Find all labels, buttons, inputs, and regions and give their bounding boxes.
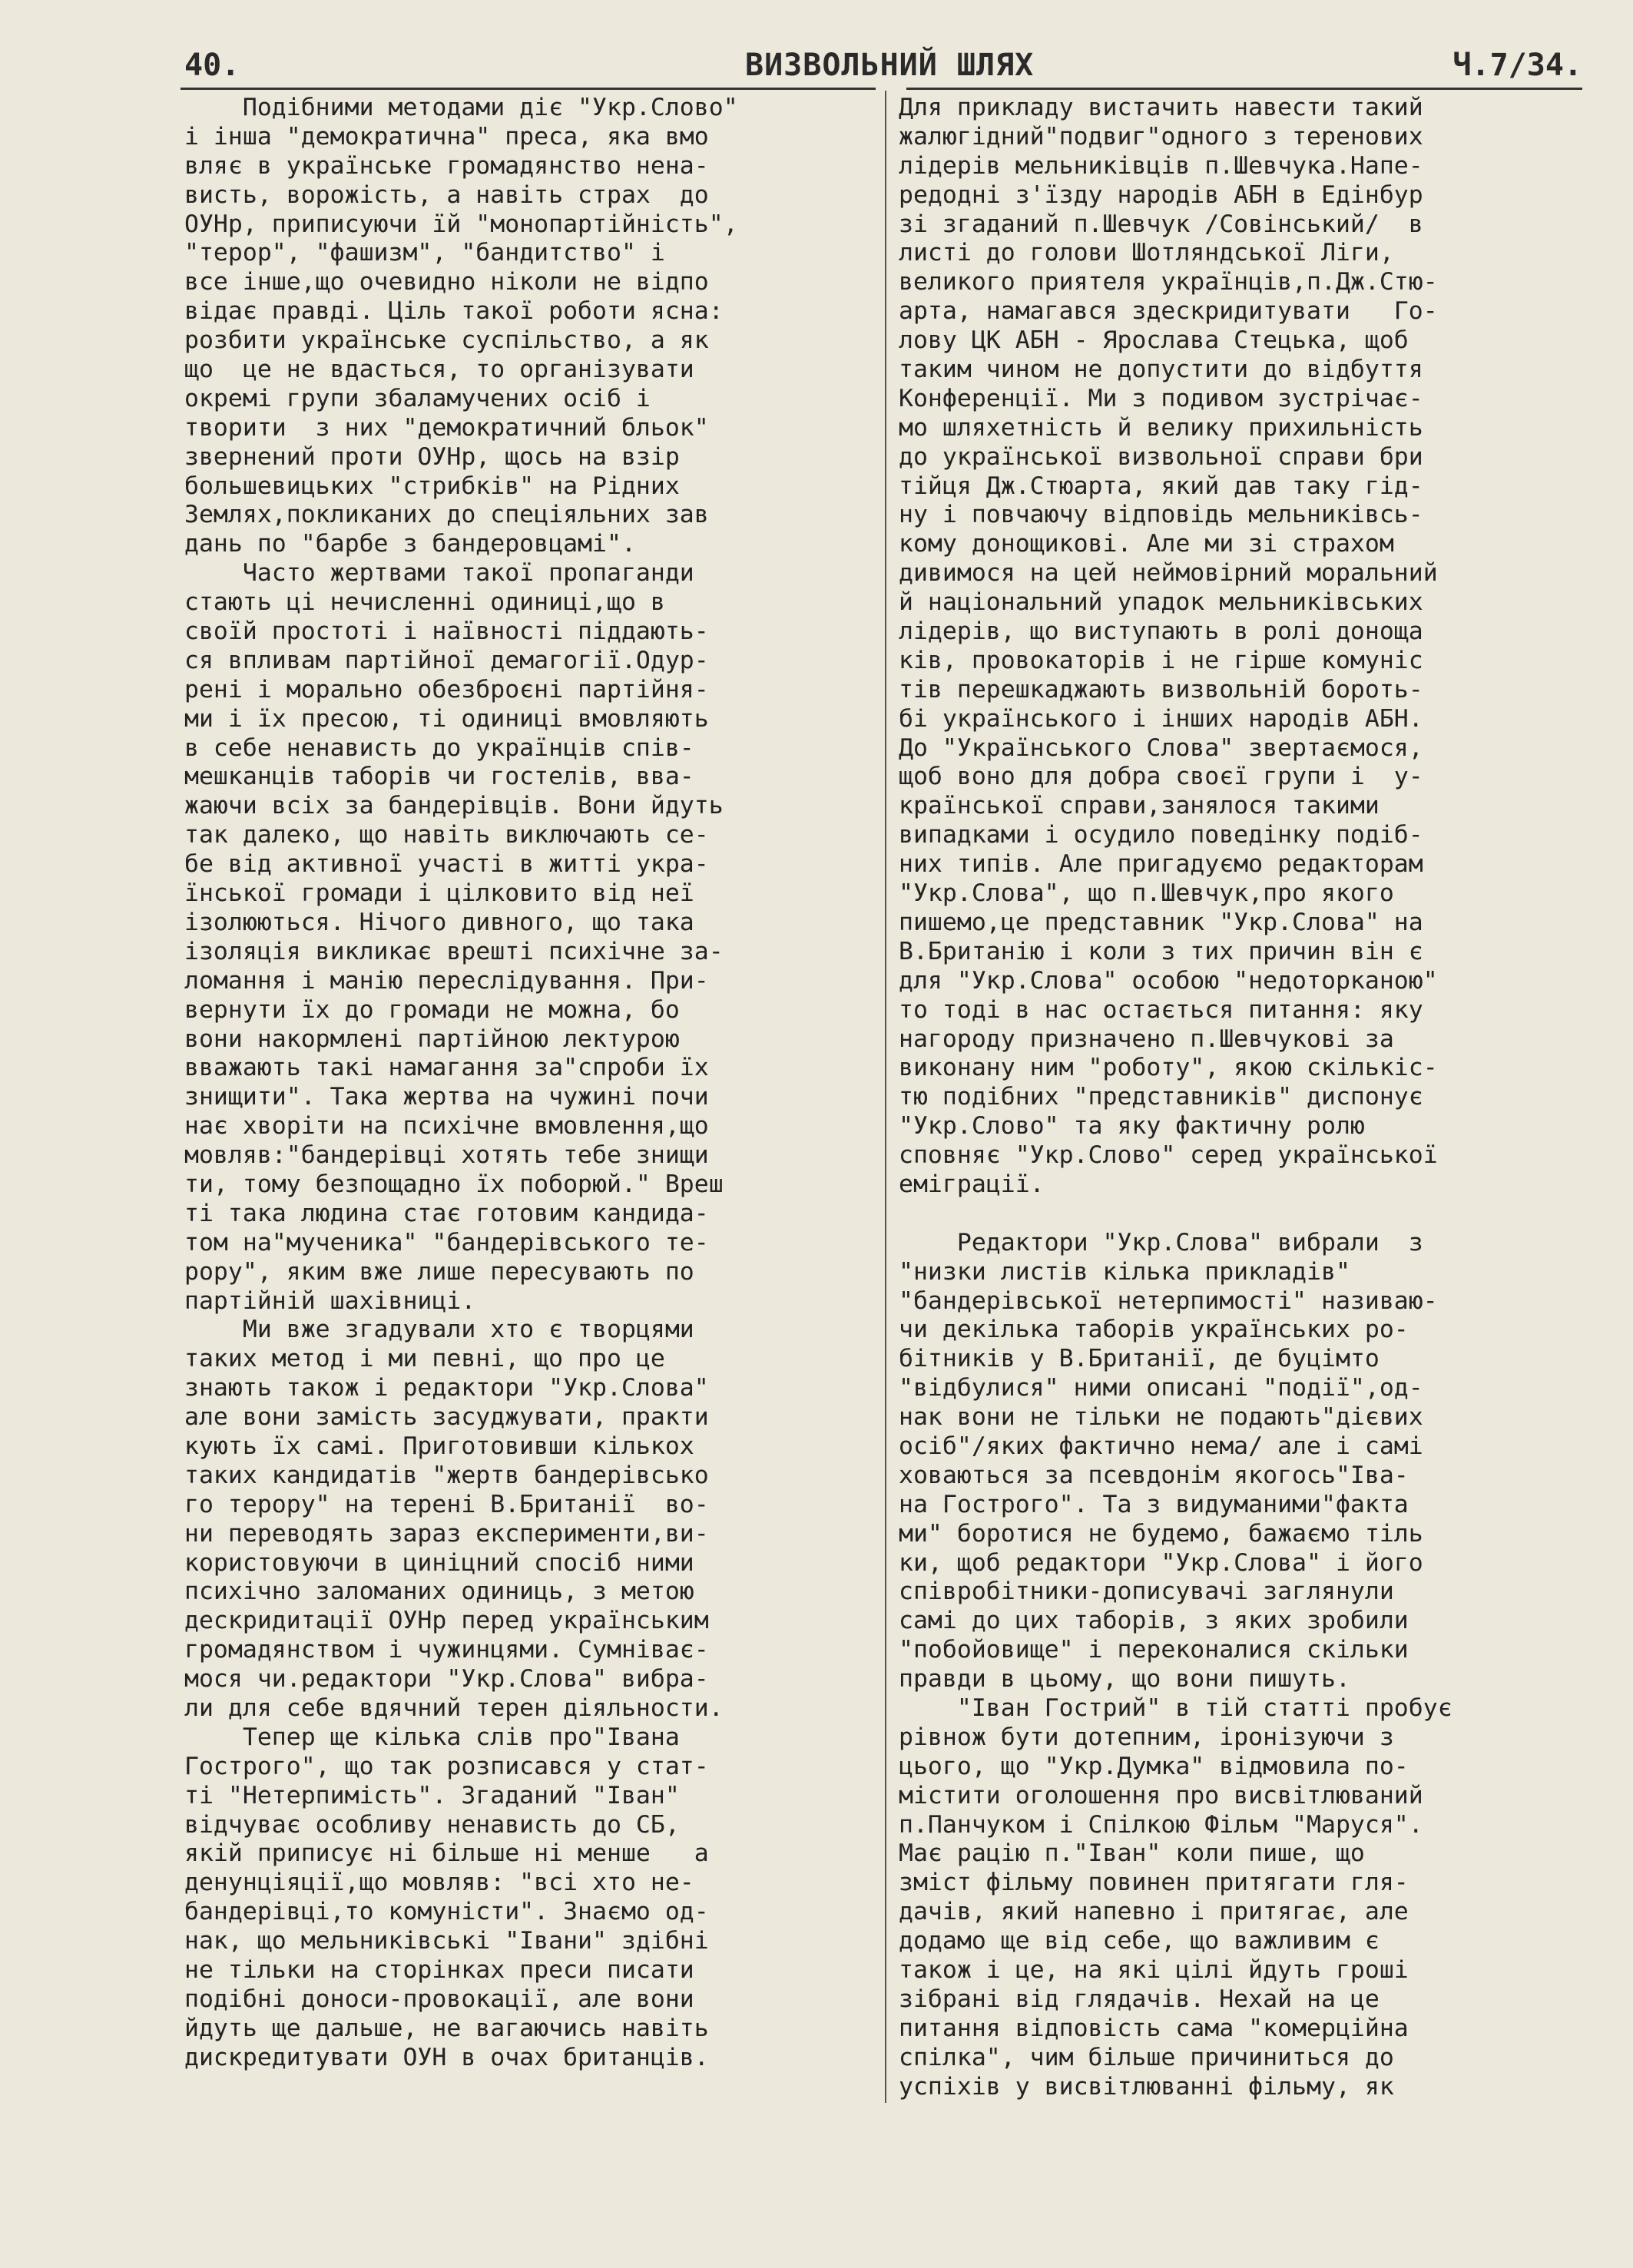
text-line: і інша "демократична" преса, яка вмо	[184, 122, 709, 151]
text-line: йдуть ще дальше, не вагаючись навіть	[184, 2014, 709, 2042]
text-line: Гострого", що так розписався у стат-	[184, 1752, 709, 1780]
text-line: так далеко, що навіть виключають се-	[184, 821, 709, 849]
text-line: висть, ворожість, а навіть страх до	[184, 180, 709, 209]
text-line: сповняє "Укр.Слово" серед української	[899, 1141, 1438, 1170]
text-line: мешканців таборів чи гостелів, вва-	[184, 763, 694, 791]
text-line: то тоді в нас остається питання: яку	[899, 995, 1423, 1024]
text-line: Конференції. Ми з подивом зустрічає-	[899, 384, 1423, 412]
text-line: партійній шахівниці.	[184, 1286, 476, 1315]
page-number: 40.	[184, 48, 240, 83]
text-line: еміграції.	[899, 1170, 1045, 1198]
text-line: творити з них "демократичний бльок"	[184, 413, 709, 442]
text-line: вони накормлені партійною лектурою	[184, 1025, 680, 1053]
text-line: ОУНр, приписуючи їй "монопартійність",	[184, 210, 738, 238]
text-line: "бандерівської нетерпимості" називаю-	[899, 1286, 1438, 1315]
text-line: го терору" на терені В.Британії во-	[184, 1490, 709, 1518]
text-line: дачів, який напевно і притягає, але	[899, 1898, 1409, 1926]
page-header	[184, 48, 1582, 91]
text-line: Редактори "Укр.Слова" вибрали з	[899, 1228, 1423, 1257]
text-line: тів перешкаджають визвольній бороть-	[899, 675, 1423, 704]
text-line: спілка", чим більше причиниться до	[899, 2043, 1394, 2071]
text-line: знищити". Така жертва на чужині почи	[184, 1083, 709, 1111]
text-line: психічно заломаних одиниць, з метою	[184, 1578, 694, 1606]
text-line: нагороду призначено п.Шевчукові за	[899, 1025, 1394, 1053]
issue-number: Ч.7/34.	[1452, 48, 1582, 83]
text-line: рору", яким вже лише пересувають по	[184, 1257, 694, 1286]
text-line: ми" боротися не будемо, бажаємо тіль	[899, 1519, 1423, 1548]
text-line: дискредитувати ОУН в очах британців.	[184, 2043, 709, 2071]
text-line: громадянством і чужинцями. Сумніває-	[184, 1636, 709, 1664]
text-line: денунціяції,що мовляв: "всі хто не-	[184, 1869, 694, 1897]
text-line: користовуючи в циніцний спосіб ними	[184, 1548, 694, 1577]
text-line: "Укр.Слово" та яку фактичну ролю	[899, 1112, 1365, 1141]
text-line: жаючи всіх за бандерівців. Вони йдуть	[184, 792, 724, 820]
text-line: "побойовище" і переконалися скільки	[899, 1636, 1409, 1664]
text-line: але вони замість засуджувати, практи	[184, 1403, 709, 1432]
text-line: ізолюються. Нічого дивного, що така	[184, 908, 694, 936]
text-line: відчуває особливу ненависть до СБ,	[184, 1810, 680, 1839]
text-line: додамо ще від себе, що важливим є	[899, 1927, 1380, 1955]
text-line: пишемо,це представник "Укр.Слова" на	[899, 908, 1423, 936]
text-line: нак, що мельниківські "Івани" здібні	[184, 1927, 709, 1955]
text-line: й національний упадок мельниківських	[899, 588, 1423, 617]
text-line: ну і повчаючу відповідь мельниківсь-	[899, 501, 1423, 529]
text-line: окремі групи збаламучених осіб і	[184, 384, 651, 412]
text-line: зібрані від глядачів. Нехай на це	[899, 1985, 1380, 2013]
text-line: на Гострого". Та з видуманими"факта	[899, 1490, 1409, 1518]
text-line: ків, провокаторів і не гірше комуніс	[899, 646, 1423, 674]
text-line: жалюгідний"подвиг"одного з теренових	[899, 122, 1423, 151]
text-line: Подібними методами діє "Укр.Слово"	[184, 94, 738, 121]
header-rule-left	[181, 88, 876, 90]
text-line: ти, тому безпощадно їх поборюй." Вреш	[184, 1170, 724, 1198]
text-line: Ми вже згадували хто є творцями	[184, 1316, 694, 1344]
text-line: розбити українське суспільство, а як	[184, 326, 709, 355]
text-line: Землях,покликаних до спеціяльних зав	[184, 501, 709, 529]
text-line: Має рацію п."Іван" коли пише, що	[899, 1839, 1365, 1868]
column-divider	[885, 91, 886, 2103]
text-line: ки, щоб редактори "Укр.Слова" і його	[899, 1548, 1423, 1577]
text-line: рівнож бути дотепним, іронізуючи з	[899, 1723, 1394, 1751]
text-line: таких метод і ми певні, що про це	[184, 1345, 665, 1373]
text-line: ни переводять зараз експерименти,ви-	[184, 1519, 709, 1548]
text-line: самі до цих таборів, з яких зробили	[899, 1607, 1409, 1635]
text-line: виконану ним "роботу", якою скількіс-	[899, 1054, 1438, 1082]
text-line: в себе ненависть до українців спів-	[184, 733, 694, 762]
text-line: большевицьких "стрибків" на Рідних	[184, 472, 680, 500]
text-line	[899, 1200, 1590, 1229]
text-line: ті така людина стає готовим кандида-	[184, 1199, 709, 1227]
text-line: вляє в українське громадянство нена-	[184, 151, 709, 180]
text-line: нає хворіти на психічне вмовлення,що	[184, 1112, 709, 1141]
publication-title: ВИЗВОЛЬНИЙ ШЛЯХ	[745, 48, 1035, 83]
text-line: також і це, на які цілі йдуть гроші	[899, 1956, 1409, 1984]
text-line: ся впливам партійної демагогії.Одур-	[184, 646, 709, 674]
text-line: лову ЦК АБН - Ярослава Стецька, щоб	[899, 326, 1409, 355]
text-line: стають ці нечисленні одиниці,що в	[184, 588, 665, 617]
text-line: кують їх самі. Приготовивши кількох	[184, 1432, 694, 1460]
text-line: п.Панчуком і Спілкою Фільм "Маруся".	[899, 1810, 1423, 1839]
text-line: том на"мученика" "бандерівського те-	[184, 1228, 709, 1257]
text-line: мовляв:"бандерівці хотять тебе знищи	[184, 1141, 709, 1170]
text-line: Тепер ще кілька слів про"Івана	[184, 1723, 680, 1751]
text-line: "низки листів кілька прикладів"	[899, 1257, 1350, 1286]
text-line: що це не вдасться, то організувати	[184, 356, 694, 384]
text-line: питання відповість сама "комерційна	[899, 2014, 1409, 2042]
text-line: вважають такі намагання за"спроби їх	[184, 1054, 709, 1082]
text-line: щоб воно для добра своєї групи і у-	[899, 763, 1423, 791]
text-line: кому донощикові. Але ми зі страхом	[899, 530, 1394, 558]
left-column	[184, 94, 876, 2073]
text-line: тю подібних "представників" диспонує	[899, 1083, 1423, 1111]
header-rule-right	[906, 88, 1582, 90]
text-line: "терор", "фашизм", "бандитство" і	[184, 239, 665, 267]
text-line: До "Українського Слова" звертаємося,	[899, 733, 1423, 762]
text-line: відає правді. Ціль такої роботи ясна:	[184, 297, 724, 326]
text-line: не тільки на сторінках преси писати	[184, 1956, 694, 1984]
text-line: таких кандидатів "жертв бандерівсько	[184, 1461, 709, 1489]
text-line: все інше,що очевидно ніколи не відпо	[184, 268, 709, 296]
text-line: дескридитації ОУНр перед українським	[184, 1607, 709, 1635]
text-line: лідерів мельниківців п.Шевчука.Напе-	[899, 151, 1423, 180]
text-line: бі українського і інших народів АБН.	[899, 704, 1423, 733]
text-line: редодні з'їзду народів АБН в Едінбур	[899, 180, 1423, 209]
text-line: якій приписує ні більше ні менше а	[184, 1839, 709, 1868]
text-line: таким чином не допустити до відбуття	[899, 356, 1423, 384]
text-line: Для прикладу вистачить навести такий	[899, 94, 1423, 121]
text-line: В.Британію і коли з тих причин він є	[899, 937, 1423, 965]
text-line: листі до голови Шотляндської Ліги,	[899, 239, 1394, 267]
text-line: знають також і редактори "Укр.Слова"	[184, 1374, 709, 1402]
text-line: бітників у В.Британії, де буцімто	[899, 1345, 1380, 1373]
text-line: тійця Дж.Стюарта, який дав таку гід-	[899, 472, 1423, 500]
text-line: цього, що "Укр.Думка" відмовила по-	[899, 1752, 1409, 1780]
text-line: великого приятеля українців,п.Дж.Стю-	[899, 268, 1438, 296]
text-line: ли для себе вдячний терен діяльности.	[184, 1694, 724, 1722]
text-line: своїй простоті і наївності піддають-	[184, 617, 709, 646]
text-line: для "Укр.Слова" особою "недоторканою"	[899, 966, 1438, 995]
text-line: містити оголошення про висвітлюваний	[899, 1781, 1423, 1809]
text-line: співробітники-дописувачі заглянули	[899, 1578, 1394, 1606]
text-line: ті "Нетерпимість". Згаданий "Іван"	[184, 1781, 680, 1809]
text-line: "відбулися" ними описані "події",од-	[899, 1374, 1423, 1402]
text-line: осіб"/яких фактично нема/ але і самі	[899, 1432, 1423, 1460]
text-line: мо шляхетність й велику прихильність	[899, 413, 1423, 442]
text-line: Часто жертвами такої пропаганди	[184, 559, 694, 588]
text-line: подібні доноси-провокації, але вони	[184, 1985, 694, 2013]
text-line: лідерів, що виступають в ролі доноща	[899, 617, 1423, 646]
text-line: ховаються за псевдонім якогось"Іва-	[899, 1461, 1409, 1489]
text-line: арта, намагався здескридитувати Го-	[899, 297, 1438, 326]
text-line: країнської справи,занялося такими	[899, 792, 1380, 820]
text-line: успіхів у висвітлюванні фільму, як	[899, 2072, 1394, 2101]
text-line: них типів. Але пригадуємо редакторам	[899, 850, 1423, 879]
text-line: ізоляція викликає врешті психічне за-	[184, 937, 724, 965]
text-line: бандерівці,то комуністи". Знаємо од-	[184, 1898, 709, 1926]
text-line: мося чи.редактори "Укр.Слова" вибра-	[184, 1665, 709, 1694]
text-line: ми і їх пресою, ті одиниці вмовляють	[184, 704, 709, 733]
text-line: "Іван Гострий" в тій статті пробує	[899, 1694, 1452, 1722]
text-line: чи декілька таборів українських ро-	[899, 1316, 1409, 1344]
text-line: бе від активної участі в житті укра-	[184, 850, 709, 879]
text-line: дань по "барбе з бандеровцамі".	[184, 530, 636, 558]
text-line: звернений проти ОУНр, щось на взір	[184, 442, 680, 471]
text-line: рені і морально обезброєні партійня-	[184, 675, 709, 704]
text-line: ломання і манію переслідування. При-	[184, 966, 709, 995]
right-column	[899, 94, 1590, 2101]
text-line: дивимося на цей неймовірний моральний	[899, 559, 1438, 588]
text-line: зі згаданий п.Шевчук /Совінський/ в	[899, 210, 1423, 238]
text-line: вернути їх до громади не можна, бо	[184, 995, 680, 1024]
text-line: зміст фільму повинен притягати гля-	[899, 1869, 1409, 1897]
text-line: випадками і осудило поведінку подіб-	[899, 821, 1423, 849]
text-line: до української визвольної справи бри	[899, 442, 1423, 471]
text-line: правди в цьому, що вони пишуть.	[899, 1665, 1350, 1694]
text-line: нак вони не тільки не подають"дієвих	[899, 1403, 1423, 1432]
text-line: їнської громади і цілковито від неї	[184, 879, 694, 908]
text-line: "Укр.Слова", що п.Шевчук,про якого	[899, 879, 1394, 908]
